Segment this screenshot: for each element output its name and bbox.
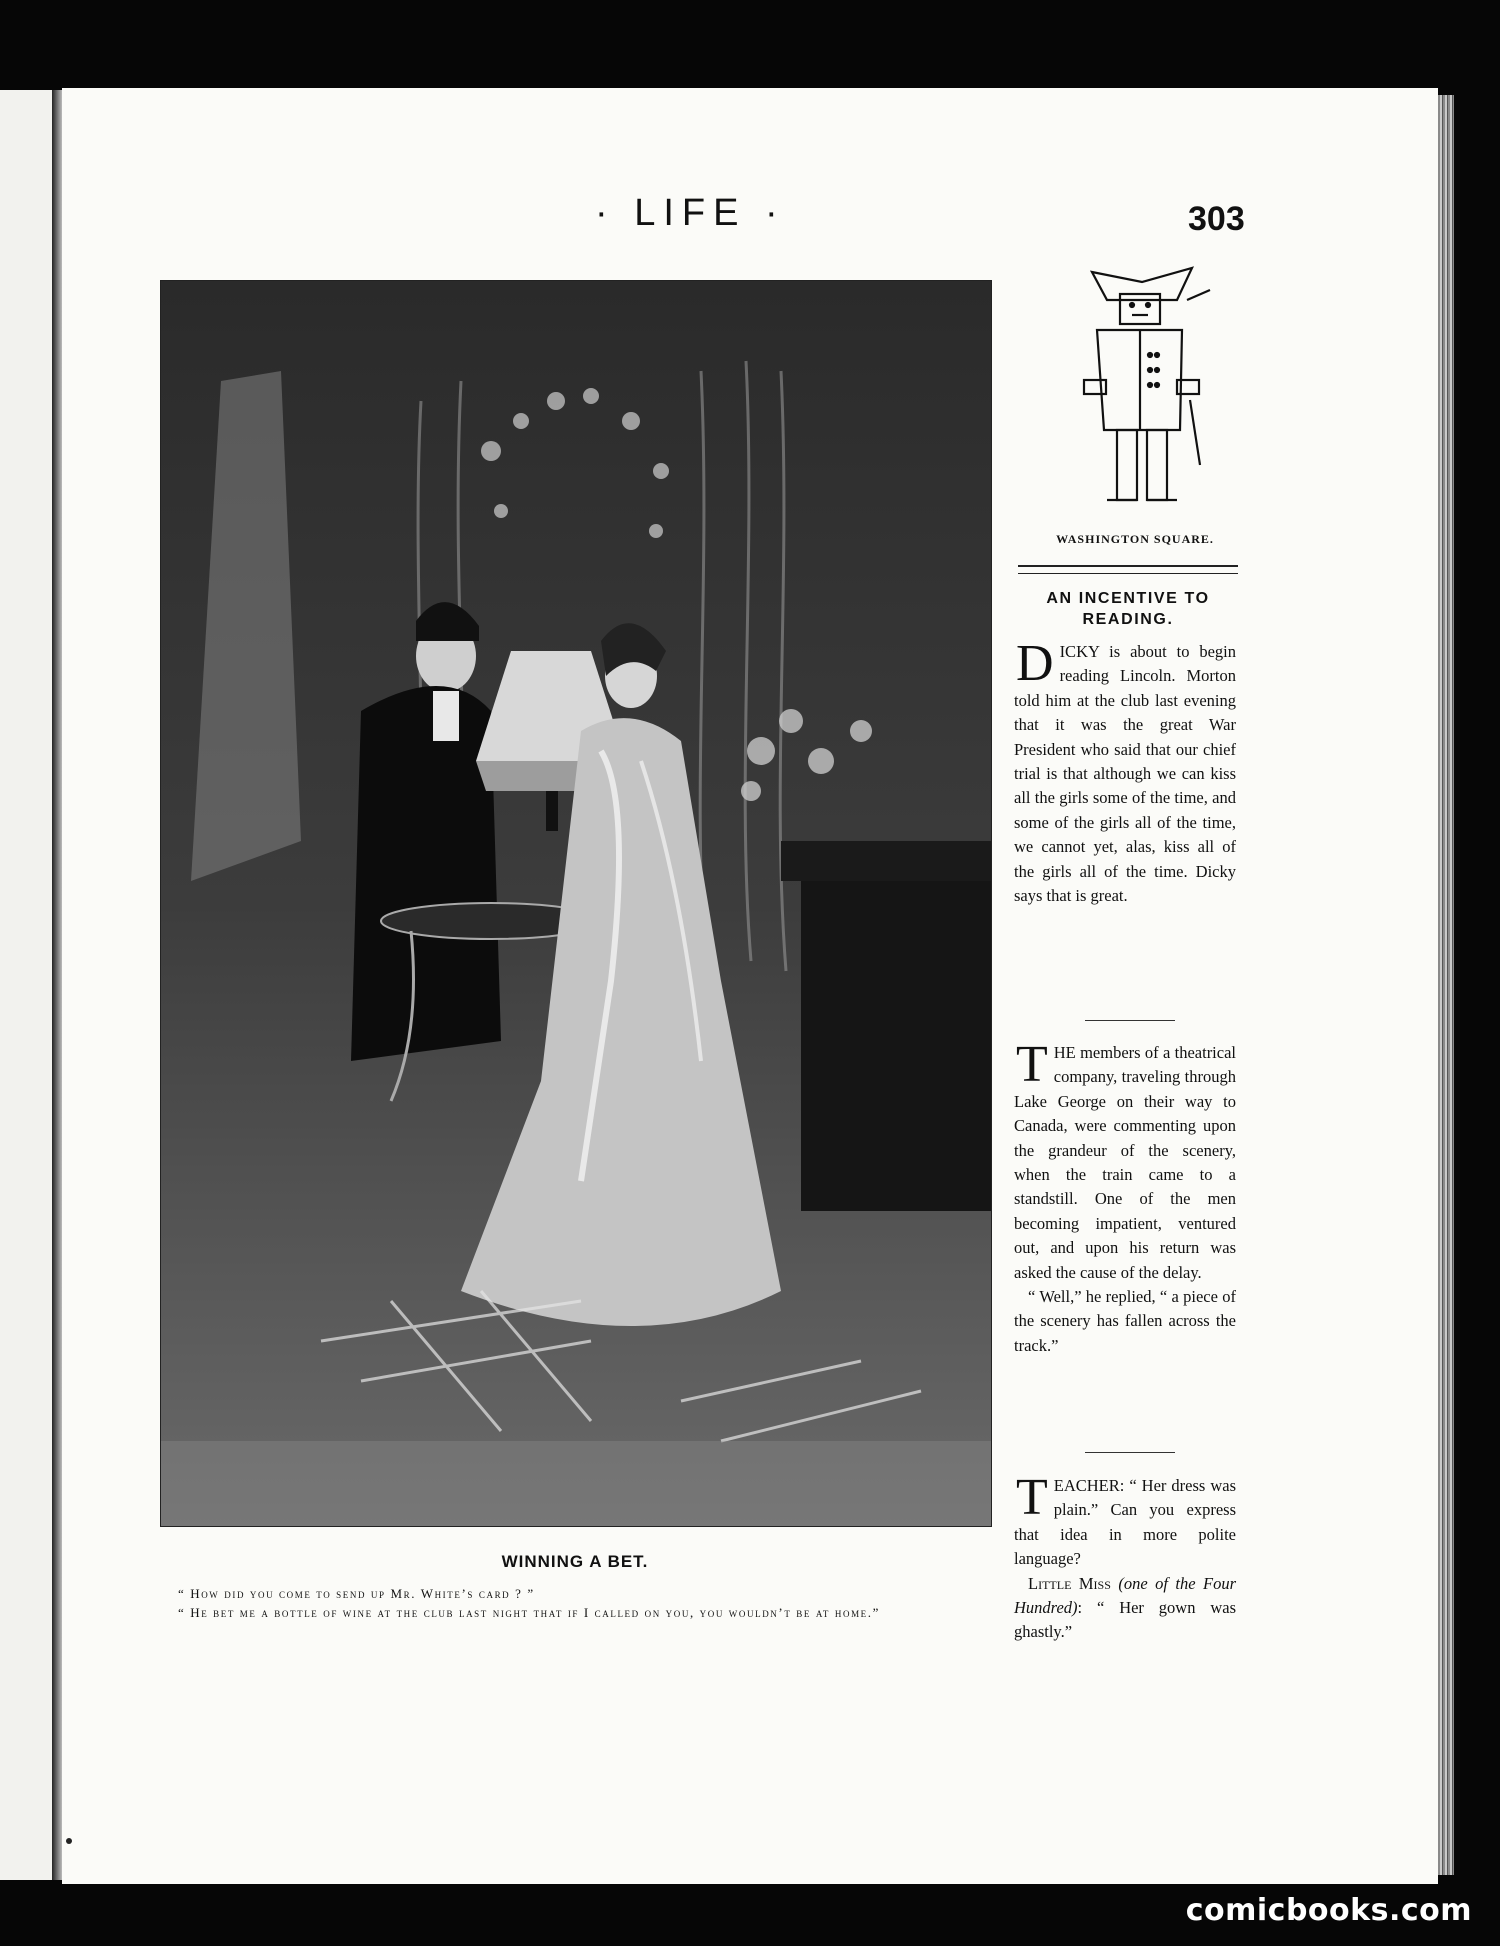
- cartoon-caption: WASHINGTON SQUARE.: [1056, 532, 1214, 546]
- page-speck: [66, 1838, 72, 1844]
- dialogue-line-1: “ How did you come to send up Mr. White’s card ? ”: [178, 1586, 535, 1601]
- separator-rule: [1085, 1020, 1175, 1021]
- speaker-name: Little Miss: [1028, 1573, 1111, 1593]
- masthead: · LIFE ·: [595, 192, 786, 234]
- facing-page-edge: [0, 90, 56, 1880]
- drop-cap: T: [1016, 1036, 1048, 1093]
- paragraph-text: EACHER: “ Her dress was plain.” Can you express that idea in more polite language?: [1014, 1476, 1236, 1569]
- dialogue-line-2: “ He bet me a bottle of wine at the club last night that if I called on you, you wouldn’t be at home.”: [178, 1605, 880, 1620]
- separator-rule: [1085, 1452, 1175, 1453]
- watermark: comicbooks.com: [1185, 1893, 1472, 1928]
- section-double-rule: [1018, 565, 1238, 574]
- speaker-reply: “ Her gown was ghastly.”: [1014, 1598, 1236, 1642]
- illustration-caption: WINNING A BET.: [501, 1552, 649, 1571]
- soldier-cartoon-drawing: [1062, 260, 1222, 520]
- spine-shadow: [52, 90, 62, 1880]
- drop-cap: D: [1016, 635, 1054, 692]
- anecdote-dicky: [1014, 635, 1236, 908]
- paragraph-text: HE members of a theatrical company, traveling through Lake George on their way to Canada, were commenting upon the grandeur of the scenery, when the train came to a standstill. One of the men becoming impatient, ventured out, and upon his return was asked the cause of the delay.: [1014, 1043, 1236, 1282]
- page-edge-stack: [1438, 95, 1454, 1875]
- article-title: AN INCENTIVE TO READING.: [1046, 590, 1210, 628]
- anecdote-theatrical-company: [1014, 1036, 1236, 1358]
- speaker-aside: (one of the Four Hundred): [1014, 1573, 1236, 1618]
- main-illustration: [160, 280, 992, 1527]
- drop-cap: T: [1016, 1469, 1048, 1526]
- page-number: 303: [1188, 200, 1245, 238]
- paragraph-text: ICKY is about to begin reading Lincoln. Morton told him at the club last evening that it was the great War President who said that our chief trial is that although we can kiss all the girls some of the time, and some of the girls all of the time, we cannot yet, alas, kiss all of the girls all of the time. Dicky says that is great.: [1014, 642, 1236, 906]
- paragraph-quote: “ Well,” he replied, “ a piece of the scenery has fallen across the track.”: [1014, 1287, 1236, 1355]
- anecdote-teacher: TEACHER: “ Her dress was plain.” Can you express that idea in more polite language? Little Miss (one of the Four Hundred): “ Her gown was ghastly.”: [1014, 1469, 1236, 1642]
- illustration-drawing: [161, 281, 991, 1526]
